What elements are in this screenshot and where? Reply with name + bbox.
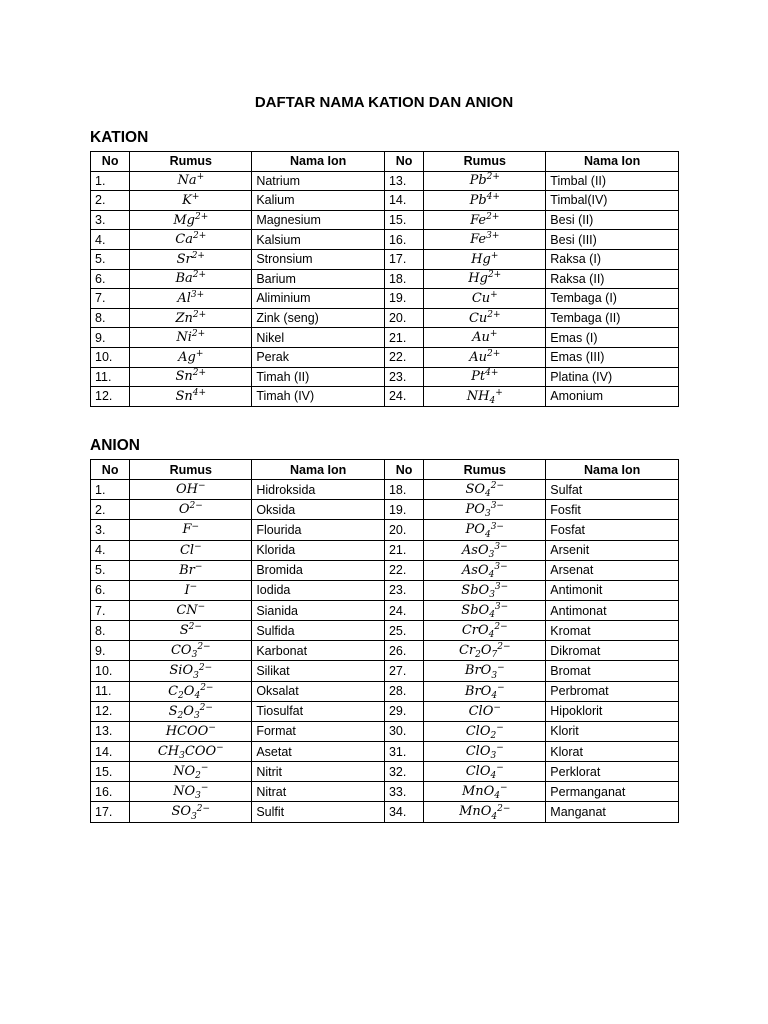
ion-formula: Hg+: [424, 249, 546, 269]
ion-formula: CH3COO−: [130, 741, 252, 761]
ion-formula: K+: [130, 191, 252, 211]
ion-name: Format: [252, 721, 385, 741]
ion-formula: Ni2+: [130, 328, 252, 348]
table-row: [91, 230, 679, 250]
row-number: 34.: [384, 802, 423, 822]
ion-formula: SbO33−: [424, 580, 546, 600]
row-number: 30.: [384, 721, 423, 741]
table-row: [91, 289, 679, 309]
ion-formula: O2−: [130, 500, 252, 520]
row-number: 22.: [384, 560, 423, 580]
ion-formula: Na+: [130, 171, 252, 191]
ion-name: Tembaga (II): [546, 308, 679, 328]
ion-name: Emas (III): [546, 347, 679, 367]
table-row: [91, 191, 679, 211]
row-number: 4.: [91, 540, 130, 560]
table-row: [91, 762, 679, 782]
header-no: No: [91, 152, 130, 172]
row-number: 1.: [91, 171, 130, 191]
ion-name: Sulfit: [252, 802, 385, 822]
row-number: 17.: [384, 249, 423, 269]
row-number: 11.: [91, 367, 130, 387]
table-row: [91, 171, 679, 191]
table-row: [91, 367, 679, 387]
ion-formula: NO2−: [130, 762, 252, 782]
ion-formula: MnO4−: [424, 782, 546, 802]
row-number: 25.: [384, 621, 423, 641]
ion-formula: Ba2+: [130, 269, 252, 289]
table-row: [91, 701, 679, 721]
row-number: 26.: [384, 641, 423, 661]
row-number: 9.: [91, 641, 130, 661]
row-number: 19.: [384, 289, 423, 309]
ion-name: Barium: [252, 269, 385, 289]
ion-name: Oksalat: [252, 681, 385, 701]
ion-name: Antimonit: [546, 580, 679, 600]
ion-name: Klorit: [546, 721, 679, 741]
row-number: 33.: [384, 782, 423, 802]
ion-formula: Cr2O72−: [424, 641, 546, 661]
table-row: [91, 540, 679, 560]
ion-formula: AsO43−: [424, 560, 546, 580]
header-no: No: [91, 460, 130, 480]
ion-formula: Sn2+: [130, 367, 252, 387]
ion-name: Dikromat: [546, 641, 679, 661]
ion-name: Bromida: [252, 560, 385, 580]
row-number: 29.: [384, 701, 423, 721]
row-number: 18.: [384, 480, 423, 500]
ion-formula: Cu2+: [424, 308, 546, 328]
header-no: No: [384, 152, 423, 172]
ion-name: Timah (IV): [252, 387, 385, 407]
ion-formula: Au2+: [424, 347, 546, 367]
ion-formula: Cu+: [424, 289, 546, 309]
row-number: 9.: [91, 328, 130, 348]
table-row: [91, 387, 679, 407]
ion-name: Zink (seng): [252, 308, 385, 328]
ion-name: Iodida: [252, 580, 385, 600]
row-number: 21.: [384, 328, 423, 348]
row-number: 14.: [91, 741, 130, 761]
row-number: 31.: [384, 741, 423, 761]
table-row: [91, 802, 679, 822]
table-row: [91, 600, 679, 620]
row-number: 7.: [91, 600, 130, 620]
table-row: [91, 500, 679, 520]
row-number: 1.: [91, 480, 130, 500]
ion-formula: C2O42−: [130, 681, 252, 701]
row-number: 15.: [384, 210, 423, 230]
ion-name: Tiosulfat: [252, 701, 385, 721]
ion-name: Timbal (II): [546, 171, 679, 191]
header-rumus: Rumus: [424, 460, 546, 480]
ion-name: Platina (IV): [546, 367, 679, 387]
ion-name: Magnesium: [252, 210, 385, 230]
ion-formula: Cl−: [130, 540, 252, 560]
ion-name: Silikat: [252, 661, 385, 681]
ion-name: Sulfat: [546, 480, 679, 500]
row-number: 32.: [384, 762, 423, 782]
ion-name: Perbromat: [546, 681, 679, 701]
ion-formula: NO3−: [130, 782, 252, 802]
table-row: [91, 721, 679, 741]
header-rumus: Rumus: [424, 152, 546, 172]
kation-table-body: [91, 171, 679, 406]
ion-formula: Pb4+: [424, 191, 546, 211]
row-number: 10.: [91, 661, 130, 681]
anion-heading: ANION: [90, 437, 140, 454]
ion-formula: Zn2+: [130, 308, 252, 328]
table-header-row: [91, 152, 679, 172]
ion-formula: PO33−: [424, 500, 546, 520]
ion-formula: CN−: [130, 600, 252, 620]
row-number: 3.: [91, 210, 130, 230]
ion-formula: S2O32−: [130, 701, 252, 721]
row-number: 20.: [384, 520, 423, 540]
row-number: 28.: [384, 681, 423, 701]
row-number: 10.: [91, 347, 130, 367]
ion-formula: S2−: [130, 621, 252, 641]
ion-formula: Fe2+: [424, 210, 546, 230]
header-rumus: Rumus: [130, 152, 252, 172]
ion-name: Klorida: [252, 540, 385, 560]
ion-formula: ClO3−: [424, 741, 546, 761]
ion-name: Amonium: [546, 387, 679, 407]
ion-formula: BrO4−: [424, 681, 546, 701]
ion-name: Perak: [252, 347, 385, 367]
ion-name: Manganat: [546, 802, 679, 822]
ion-formula: BrO3−: [424, 661, 546, 681]
ion-formula: Ca2+: [130, 230, 252, 250]
table-row: [91, 308, 679, 328]
ion-formula: Sn4+: [130, 387, 252, 407]
ion-name: Nikel: [252, 328, 385, 348]
ion-name: Besi (III): [546, 230, 679, 250]
table-row: [91, 580, 679, 600]
row-number: 5.: [91, 560, 130, 580]
row-number: 15.: [91, 762, 130, 782]
ion-formula: ClO−: [424, 701, 546, 721]
ion-name: Stronsium: [252, 249, 385, 269]
ion-formula: Au+: [424, 328, 546, 348]
table-row: [91, 249, 679, 269]
row-number: 11.: [91, 681, 130, 701]
ion-formula: AsO33−: [424, 540, 546, 560]
ion-formula: CO32−: [130, 641, 252, 661]
ion-name: Sulfida: [252, 621, 385, 641]
table-row: [91, 641, 679, 661]
ion-name: Natrium: [252, 171, 385, 191]
row-number: 12.: [91, 701, 130, 721]
table-row: [91, 661, 679, 681]
kation-heading: KATION: [90, 129, 149, 146]
row-number: 8.: [91, 308, 130, 328]
table-row: [91, 347, 679, 367]
ion-name: Tembaga (I): [546, 289, 679, 309]
table-row: [91, 269, 679, 289]
ion-name: Timah (II): [252, 367, 385, 387]
ion-formula: ClO4−: [424, 762, 546, 782]
anion-table-body: [91, 480, 679, 822]
kation-table: [90, 151, 679, 407]
document-title: DAFTAR NAMA KATION DAN ANION: [254, 94, 514, 111]
header-no: No: [384, 460, 423, 480]
table-row: [91, 560, 679, 580]
row-number: 21.: [384, 540, 423, 560]
row-number: 19.: [384, 500, 423, 520]
table-row: [91, 328, 679, 348]
ion-name: Perklorat: [546, 762, 679, 782]
ion-name: Bromat: [546, 661, 679, 681]
row-number: 23.: [384, 580, 423, 600]
ion-formula: MnO42−: [424, 802, 546, 822]
header-nama-ion: Nama Ion: [252, 152, 385, 172]
ion-formula: Sr2+: [130, 249, 252, 269]
ion-name: Antimonat: [546, 600, 679, 620]
ion-name: Raksa (I): [546, 249, 679, 269]
ion-name: Fosfat: [546, 520, 679, 540]
table-row: [91, 210, 679, 230]
ion-name: Aliminium: [252, 289, 385, 309]
ion-formula: SiO32−: [130, 661, 252, 681]
ion-name: Karbonat: [252, 641, 385, 661]
ion-formula: Al3+: [130, 289, 252, 309]
ion-formula: HCOO−: [130, 721, 252, 741]
ion-formula: I−: [130, 580, 252, 600]
ion-name: Permanganat: [546, 782, 679, 802]
row-number: 8.: [91, 621, 130, 641]
ion-formula: Pt4+: [424, 367, 546, 387]
ion-formula: OH−: [130, 480, 252, 500]
ion-name: Raksa (II): [546, 269, 679, 289]
row-number: 13.: [384, 171, 423, 191]
table-row: [91, 520, 679, 540]
ion-formula: F−: [130, 520, 252, 540]
row-number: 22.: [384, 347, 423, 367]
ion-name: Timbal(IV): [546, 191, 679, 211]
header-nama-ion: Nama Ion: [252, 460, 385, 480]
header-rumus: Rumus: [130, 460, 252, 480]
table-row: [91, 681, 679, 701]
ion-name: Fosfit: [546, 500, 679, 520]
ion-formula: NH4+: [424, 387, 546, 407]
row-number: 13.: [91, 721, 130, 741]
table-header-row: [91, 460, 679, 480]
ion-name: Nitrit: [252, 762, 385, 782]
ion-formula: SO32−: [130, 802, 252, 822]
ion-formula: Hg2+: [424, 269, 546, 289]
row-number: 7.: [91, 289, 130, 309]
ion-formula: Ag+: [130, 347, 252, 367]
row-number: 20.: [384, 308, 423, 328]
anion-table: [90, 459, 679, 823]
row-number: 6.: [91, 580, 130, 600]
ion-name: Emas (I): [546, 328, 679, 348]
ion-formula: PO43−: [424, 520, 546, 540]
row-number: 16.: [91, 782, 130, 802]
row-number: 2.: [91, 500, 130, 520]
ion-name: Sianida: [252, 600, 385, 620]
table-row: [91, 480, 679, 500]
table-row: [91, 782, 679, 802]
row-number: 27.: [384, 661, 423, 681]
ion-formula: CrO42−: [424, 621, 546, 641]
ion-name: Asetat: [252, 741, 385, 761]
ion-name: Nitrat: [252, 782, 385, 802]
ion-formula: Br−: [130, 560, 252, 580]
row-number: 23.: [384, 367, 423, 387]
ion-formula: Fe3+: [424, 230, 546, 250]
row-number: 18.: [384, 269, 423, 289]
row-number: 24.: [384, 600, 423, 620]
table-row: [91, 741, 679, 761]
ion-formula: Pb2+: [424, 171, 546, 191]
header-nama-ion: Nama Ion: [546, 460, 679, 480]
row-number: 3.: [91, 520, 130, 540]
ion-name: Arsenat: [546, 560, 679, 580]
row-number: 2.: [91, 191, 130, 211]
header-nama-ion: Nama Ion: [546, 152, 679, 172]
ion-formula: Mg2+: [130, 210, 252, 230]
row-number: 6.: [91, 269, 130, 289]
ion-name: Klorat: [546, 741, 679, 761]
ion-formula: SbO43−: [424, 600, 546, 620]
row-number: 24.: [384, 387, 423, 407]
row-number: 14.: [384, 191, 423, 211]
row-number: 5.: [91, 249, 130, 269]
row-number: 4.: [91, 230, 130, 250]
row-number: 16.: [384, 230, 423, 250]
ion-formula: ClO2−: [424, 721, 546, 741]
ion-name: Flourida: [252, 520, 385, 540]
ion-name: Besi (II): [546, 210, 679, 230]
ion-name: Kalsium: [252, 230, 385, 250]
ion-name: Hidroksida: [252, 480, 385, 500]
ion-name: Hipoklorit: [546, 701, 679, 721]
row-number: 12.: [91, 387, 130, 407]
ion-formula: SO42−: [424, 480, 546, 500]
ion-name: Oksida: [252, 500, 385, 520]
row-number: 17.: [91, 802, 130, 822]
ion-name: Arsenit: [546, 540, 679, 560]
ion-name: Kalium: [252, 191, 385, 211]
ion-name: Kromat: [546, 621, 679, 641]
table-row: [91, 621, 679, 641]
